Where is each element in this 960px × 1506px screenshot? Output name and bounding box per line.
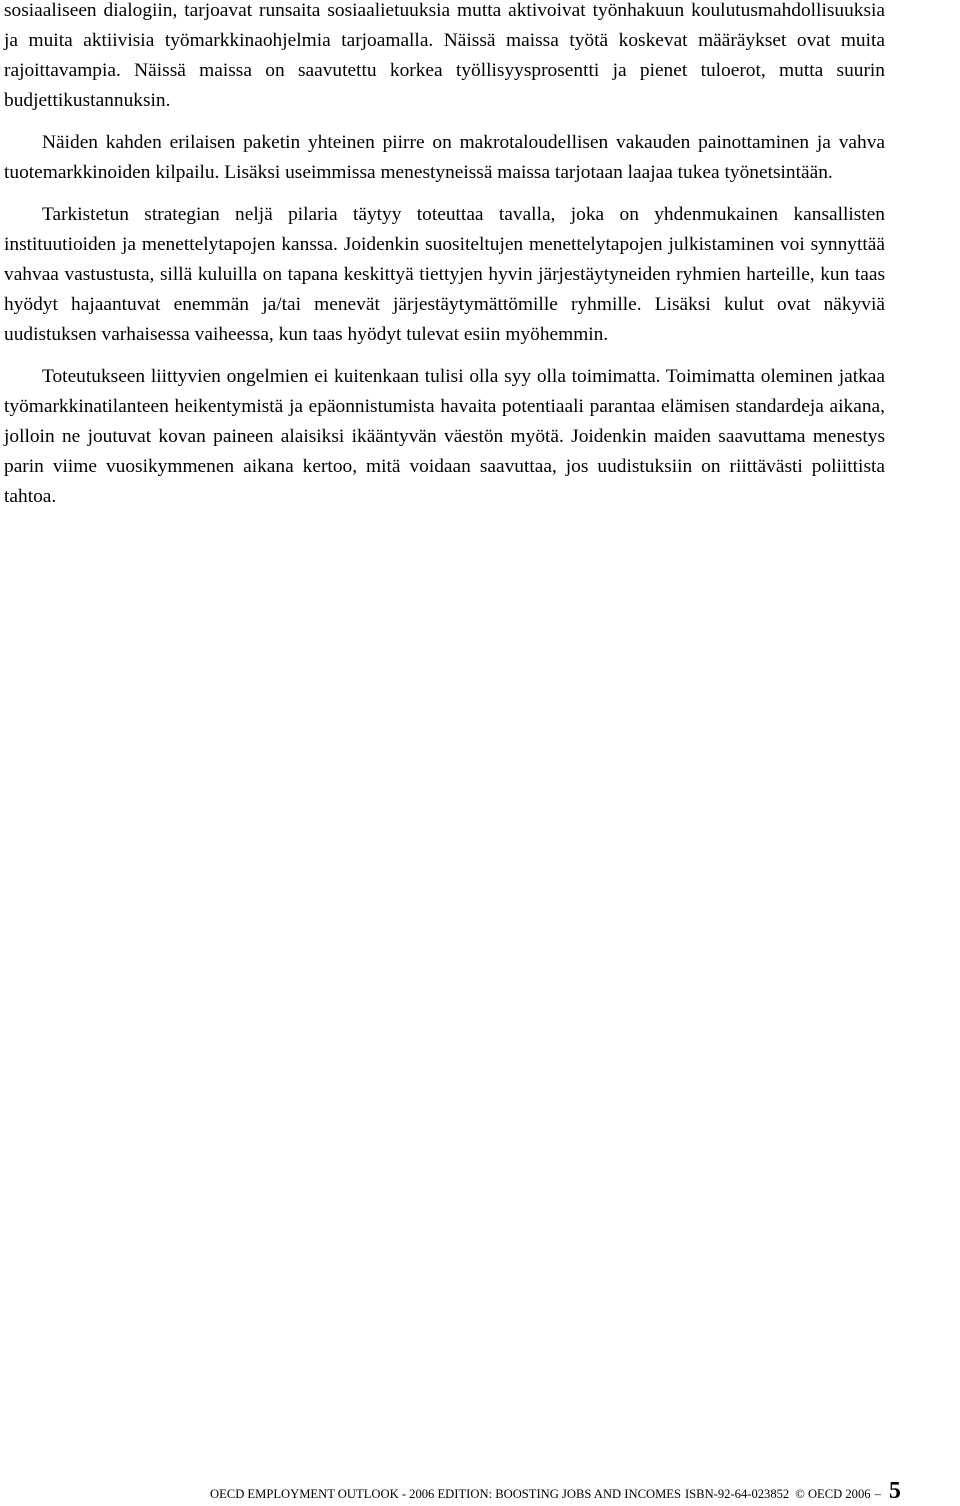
document-body <box>4 0 885 512</box>
footer-publication-title: OECD EMPLOYMENT OUTLOOK - 2006 EDITION: BOOSTING JOBS AND INCOMES <box>210 1487 681 1501</box>
paragraph-implementation: Toteutukseen liittyvien ongelmien ei kuitenkaan tulisi olla syy olla toimimatta. Toimimatta oleminen jatkaa työmarkkinatilanteen heikentymistä ja epäonnistumista havaita potentiaali parantaa elämisen standardeja aikana, jolloin ne joutuvat kovan paineen alaisiksi ikääntyvän väestön myötä. Joidenkin maiden saavuttama menestys parin viime vuosikymmenen aikana kertoo, mitä voidaan saavuttaa, jos uudistuksiin on riittävästi poliittista tahtoa. <box>4 366 885 507</box>
paragraph-common-features: Näiden kahden erilaisen paketin yhteinen piirre on makrotaloudellisen vakauden painottaminen ja vahva tuotemarkkinoiden kilpailu. Lisäksi useimmissa menestyneissä maissa tarjotaan laajaa tukea työnetsintään. <box>4 132 885 183</box>
footer-dash: – <box>874 1487 881 1501</box>
page-footer <box>210 1479 956 1503</box>
footer-copyright: © OECD 2006 <box>795 1487 871 1501</box>
paragraph-continuation: sosiaaliseen dialogiin, tarjoavat runsaita sosiaalietuuksia mutta aktivoivat työnhakuun koulutusmahdollisuuksia ja muita aktiivisia työmarkkinaohjelmia tarjoamalla. Näissä maissa työtä koskevat määräykset ovat muita rajoittavampia. Näissä maissa on saavutettu korkea työllisyysprosentti ja pienet tuloerot, mutta suurin budjettikustannuksin. <box>4 0 885 111</box>
paragraph-four-pillars: Tarkistetun strategian neljä pilaria täytyy toteuttaa tavalla, joka on yhdenmukainen kansallisten instituutioiden ja menettelytapojen kanssa. Joidenkin suositeltujen menettelytapojen julkistaminen voi synnyttää vahvaa vastustusta, sillä kuluilla on tapana keskittyä tiettyjen hyvin järjestäytyneiden ryhmien harteille, kun taas hyödyt hajaantuvat enemmän ja/tai menevät järjestäytymättömille ryhmille. Lisäksi kulut ovat näkyviä uudistuksen varhaisessa vaiheessa, kun taas hyödyt tulevat esiin myöhemmin. <box>4 204 885 345</box>
footer-isbn: ISBN-92-64-023852 <box>684 1487 790 1501</box>
page-number: 5 <box>888 1478 901 1504</box>
